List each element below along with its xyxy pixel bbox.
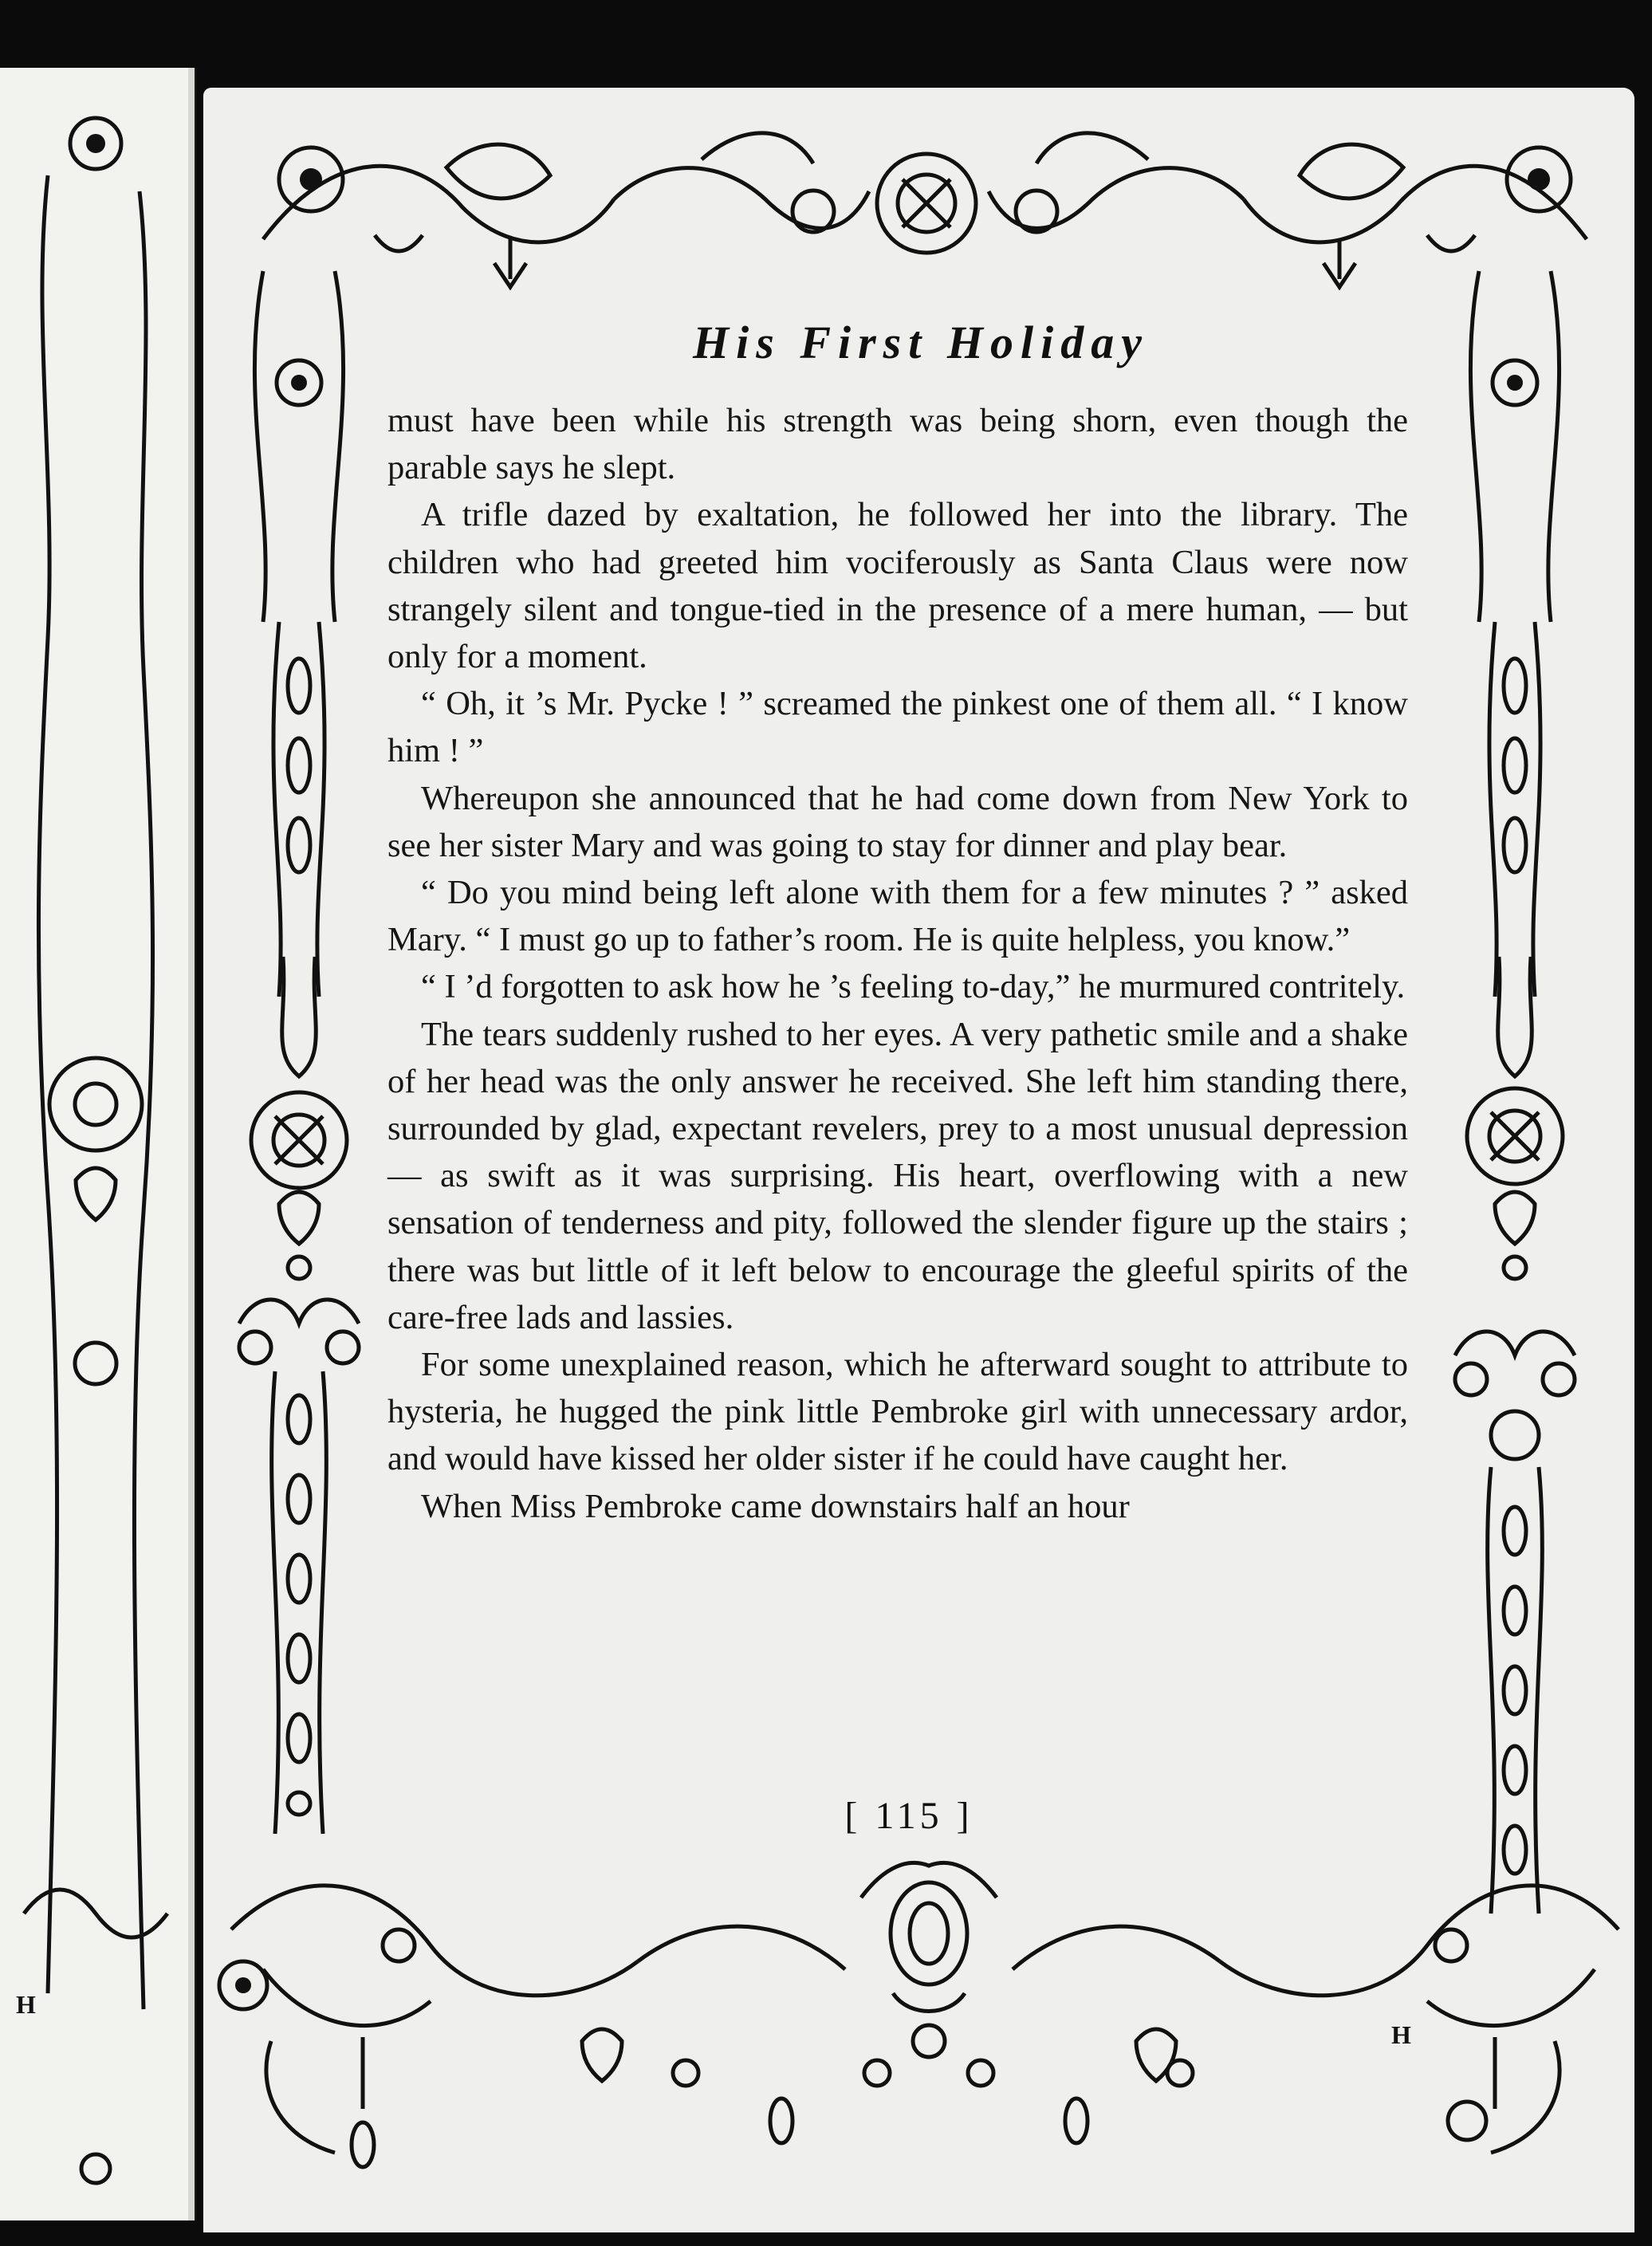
paragraph: “ Do you mind being left alone with them for a few minutes ? ” asked Mary. “ I must go up to father’s room. He is quite helpless, you know.” xyxy=(387,874,1408,959)
left-monogram: H xyxy=(16,1990,36,2019)
paragraph: When Miss Pembroke came downstairs half an hour xyxy=(421,1487,1130,1525)
facing-page-border-ornament xyxy=(24,118,167,2183)
bottom-garland xyxy=(219,1862,1619,2167)
top-garland xyxy=(263,133,1587,287)
paragraph: “ I ’d forgotten to ask how he ’s feeling to-day,” he murmured contritely. xyxy=(421,968,1406,1006)
left-column-ornament xyxy=(239,271,359,1834)
right-monogram: H xyxy=(1391,2020,1411,2049)
paragraph: For some unexplained reason, which he afterward sought to attribute to hysteria, he hugged the pink little Pembroke girl with unnecessary ardor, and would have kissed her older sister if he could have caught her. xyxy=(387,1346,1408,1478)
paragraph: The tears suddenly rushed to her eyes. A very pathetic smile and a shake of her head was the only answer he received. She left him standing there, surrounded by glad, expectant revelers, prey to a most unusual depression — as swift as it was surprising. His heart, overflowing with a new sensation of tenderness and pity, followed the slender figure up the stairs ; there was but little of it left below to encourage the gleeful spirits of the care-free lads and lassies. xyxy=(387,1015,1408,1336)
paragraph: A trifle dazed by exaltation, he followed her into the library. The children who had greeted him vociferously as Santa Claus were now strangely silent and tongue-tied in the presence of a mere human, — but only for a moment. xyxy=(387,496,1408,676)
page-number: [ 115 ] xyxy=(844,1795,974,1837)
paragraph: must have been while his strength was being shorn, even though the parable says he slept. xyxy=(387,402,1408,487)
paragraph: Whereupon she announced that he had come down from New York to see her sister Mary and was going to stay for dinner and play bear. xyxy=(387,779,1408,864)
body-text xyxy=(387,397,1408,1530)
right-column-ornament xyxy=(1455,271,1575,1914)
paragraph: “ Oh, it ’s Mr. Pycke ! ” screamed the pinkest one of them all. “ I know him ! ” xyxy=(387,685,1408,770)
running-title: His First Holiday xyxy=(693,317,1149,368)
